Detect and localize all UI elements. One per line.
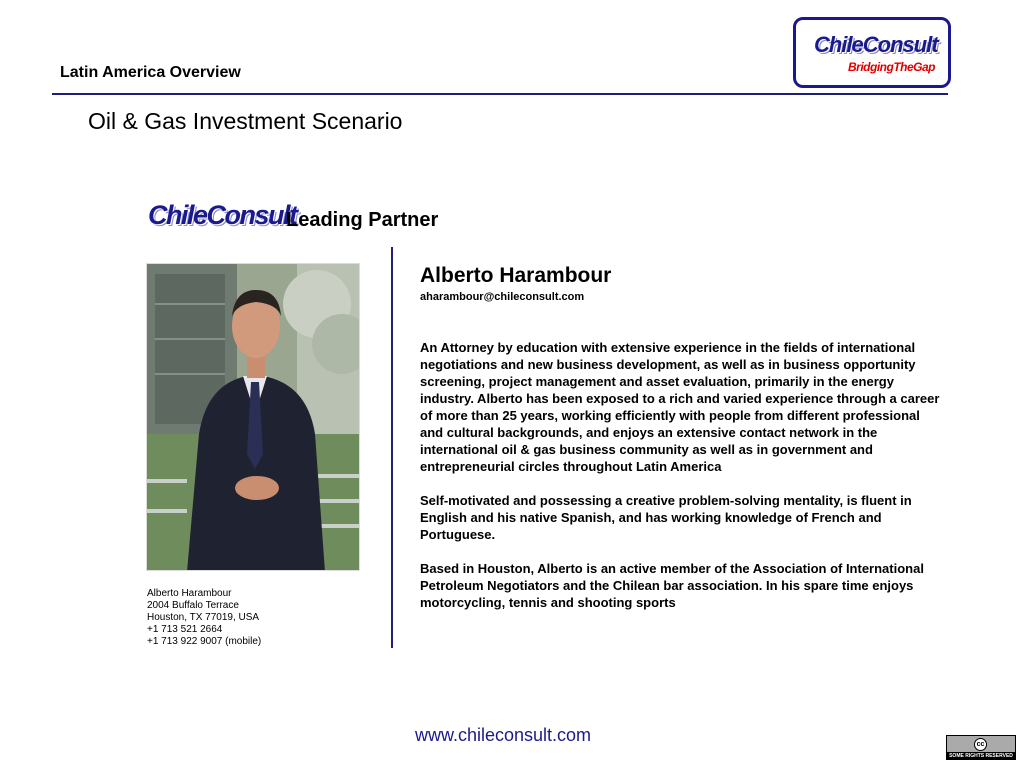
cc-icon: cc <box>974 738 987 751</box>
bio-paragraph: Based in Houston, Alberto is an active member of the Association of International Petroleum Negotiators and the Chilean bar association. In his spare time enjoys motorcycling, tennis and shooting sports <box>420 561 924 610</box>
logo-tagline: BridgingTheGap <box>848 60 935 74</box>
contact-block <box>147 588 261 648</box>
slide-title: Oil & Gas Investment Scenario <box>88 108 403 134</box>
contact-city: Houston, TX 77019, USA <box>147 612 260 623</box>
bio-paragraph: An Attorney by education with extensive experience in the fields of international negotiations and new business development, as well as in business opportunity screening, project management and asset evaluation, primarily in the energy industry. Alberto has been exposed to a rich and varied experience through a career of more than 25 years, working efficiently with people from different professional and cultural backgrounds, and enjoys an extensive contact network in the international oil & gas business community as well as in government and entrepreneurial circles throughout Latin America <box>420 340 940 474</box>
header-title: Latin America Overview <box>60 64 241 81</box>
contact-phone: +1 713 521 2664 <box>147 624 223 635</box>
bio-paragraph: Self-motivated and possessing a creative problem-solving mentality, is fluent in English and his native Spanish, and has working knowledge of French and Portuguese. <box>420 493 912 542</box>
cc-rights-text: SOME RIGHTS RESERVED <box>947 752 1015 760</box>
creative-commons-badge[interactable] <box>946 735 1016 760</box>
contact-street: 2004 Buffalo Terrace <box>147 600 239 611</box>
vertical-divider <box>391 247 393 648</box>
contact-mobile: +1 713 922 9007 (mobile) <box>147 636 262 647</box>
bio-text <box>420 339 940 628</box>
website-link[interactable]: www.chileconsult.com <box>414 725 592 745</box>
header-divider <box>52 93 948 95</box>
section-label: Leading Partner <box>286 209 439 231</box>
person-email: aharambour@chileconsult.com <box>420 291 585 303</box>
portrait-photo <box>146 263 360 571</box>
chileconsult-logo <box>793 17 951 88</box>
brand-wordmark: ChileConsult <box>148 200 297 230</box>
person-name: Alberto Harambour <box>420 264 612 287</box>
portrait-illustration <box>147 264 360 571</box>
logo-name: ChileConsult <box>814 32 938 57</box>
contact-name: Alberto Harambour <box>147 588 232 599</box>
